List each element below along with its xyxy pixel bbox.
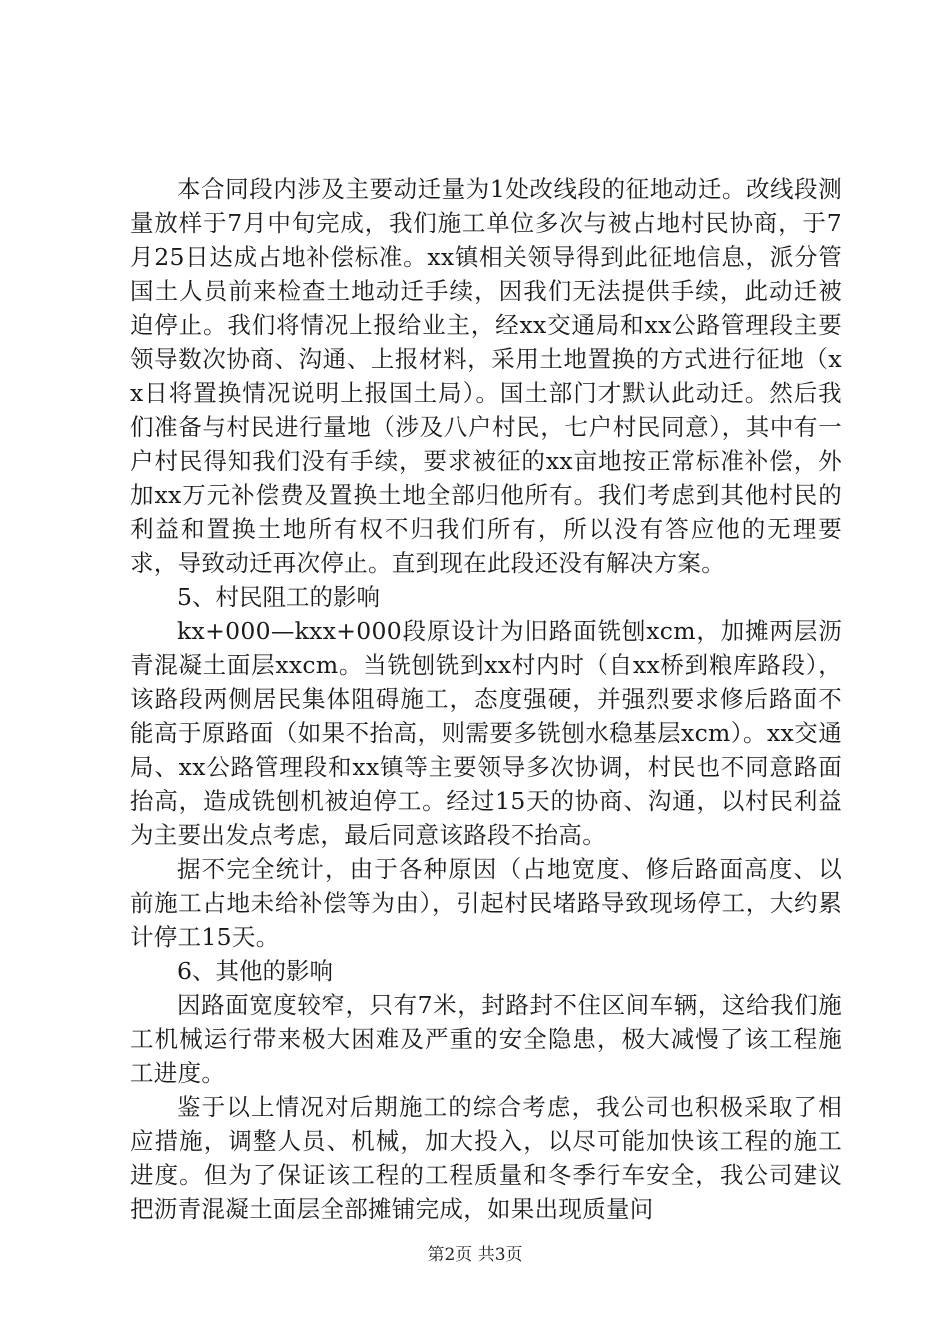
paragraph-stoppage-statistics: 据不完全统计，由于各种原因（占地宽度、修后路面高度、以前施工占地未给补偿等为由），引起村民堵路导致现场停工，大约累计停工15天。 <box>130 855 842 951</box>
paragraph-milling-dispute: kx+000—kxx+000段原设计为旧路面铣刨xcm，加摊两层沥青混凝土面层xxcm。当铣刨铣到xx村内时（自xx桥到粮库路段），该路段两侧居民集体阻碍施工，态度强硬，并强烈要求修后路面不能高于原路面（如果不抬高，则需要多铣刨水稳基层xcm）。xx交通局、xx公路管理段和xx镇等主要领导多次协调，村民也不同意路面抬高，造成铣刨机被迫停工。经过15天的协商、沟通，以村民利益为主要出发点考虑，最后同意该路段不抬高。 <box>130 617 842 849</box>
paragraph-measures: 鉴于以上情况对后期施工的综合考虑，我公司也积极采取了相应措施，调整人员、机械，加大投入，以尽可能加快该工程的施工进度。但为了保证该工程的工程质量和冬季行车安全，我公司建议把沥青混凝土面层全部摊铺完成，如果出现质量问 <box>130 1093 842 1223</box>
paragraph-road-width: 因路面宽度较窄，只有7米，封路封不住区间车辆，这给我们施工机械运行带来极大困难及严重的安全隐患，极大减慢了该工程施工进度。 <box>130 991 842 1087</box>
section-heading-villager-obstruction: 5、村民阻工的影响 <box>177 583 380 611</box>
section-heading-other-impacts: 6、其他的影响 <box>177 957 333 985</box>
page-number-footer: 第2页 共3页 <box>427 1245 523 1265</box>
paragraph-land-acquisition: 本合同段内涉及主要动迁量为1处改线段的征地动迁。改线段测量放样于7月中旬完成，我们施工单位多次与被占地村民协商，于7月25日达成占地补偿标准。xx镇相关领导得到此征地信息，派分管国土人员前来检查土地动迁手续，因我们无法提供手续，此动迁被迫停止。我们将情况上报给业主，经xx交通局和xx公路管理段主要领导数次协商、沟通、上报材料，采用土地置换的方式进行征地（xx日将置换情况说明上报国土局）。国土部门才默认此动迁。然后我们准备与村民进行量地（涉及八户村民，七户村民同意），其中有一户村民得知我们没有手续，要求被征的xx亩地按正常标准补偿，外加xx万元补偿费及置换土地全部归他所有。我们考虑到其他村民的利益和置换土地所有权不归我们所有，所以没有答应他的无理要求，导致动迁再次停止。直到现在此段还没有解决方案。 <box>130 175 842 577</box>
document-body <box>130 172 842 1226</box>
